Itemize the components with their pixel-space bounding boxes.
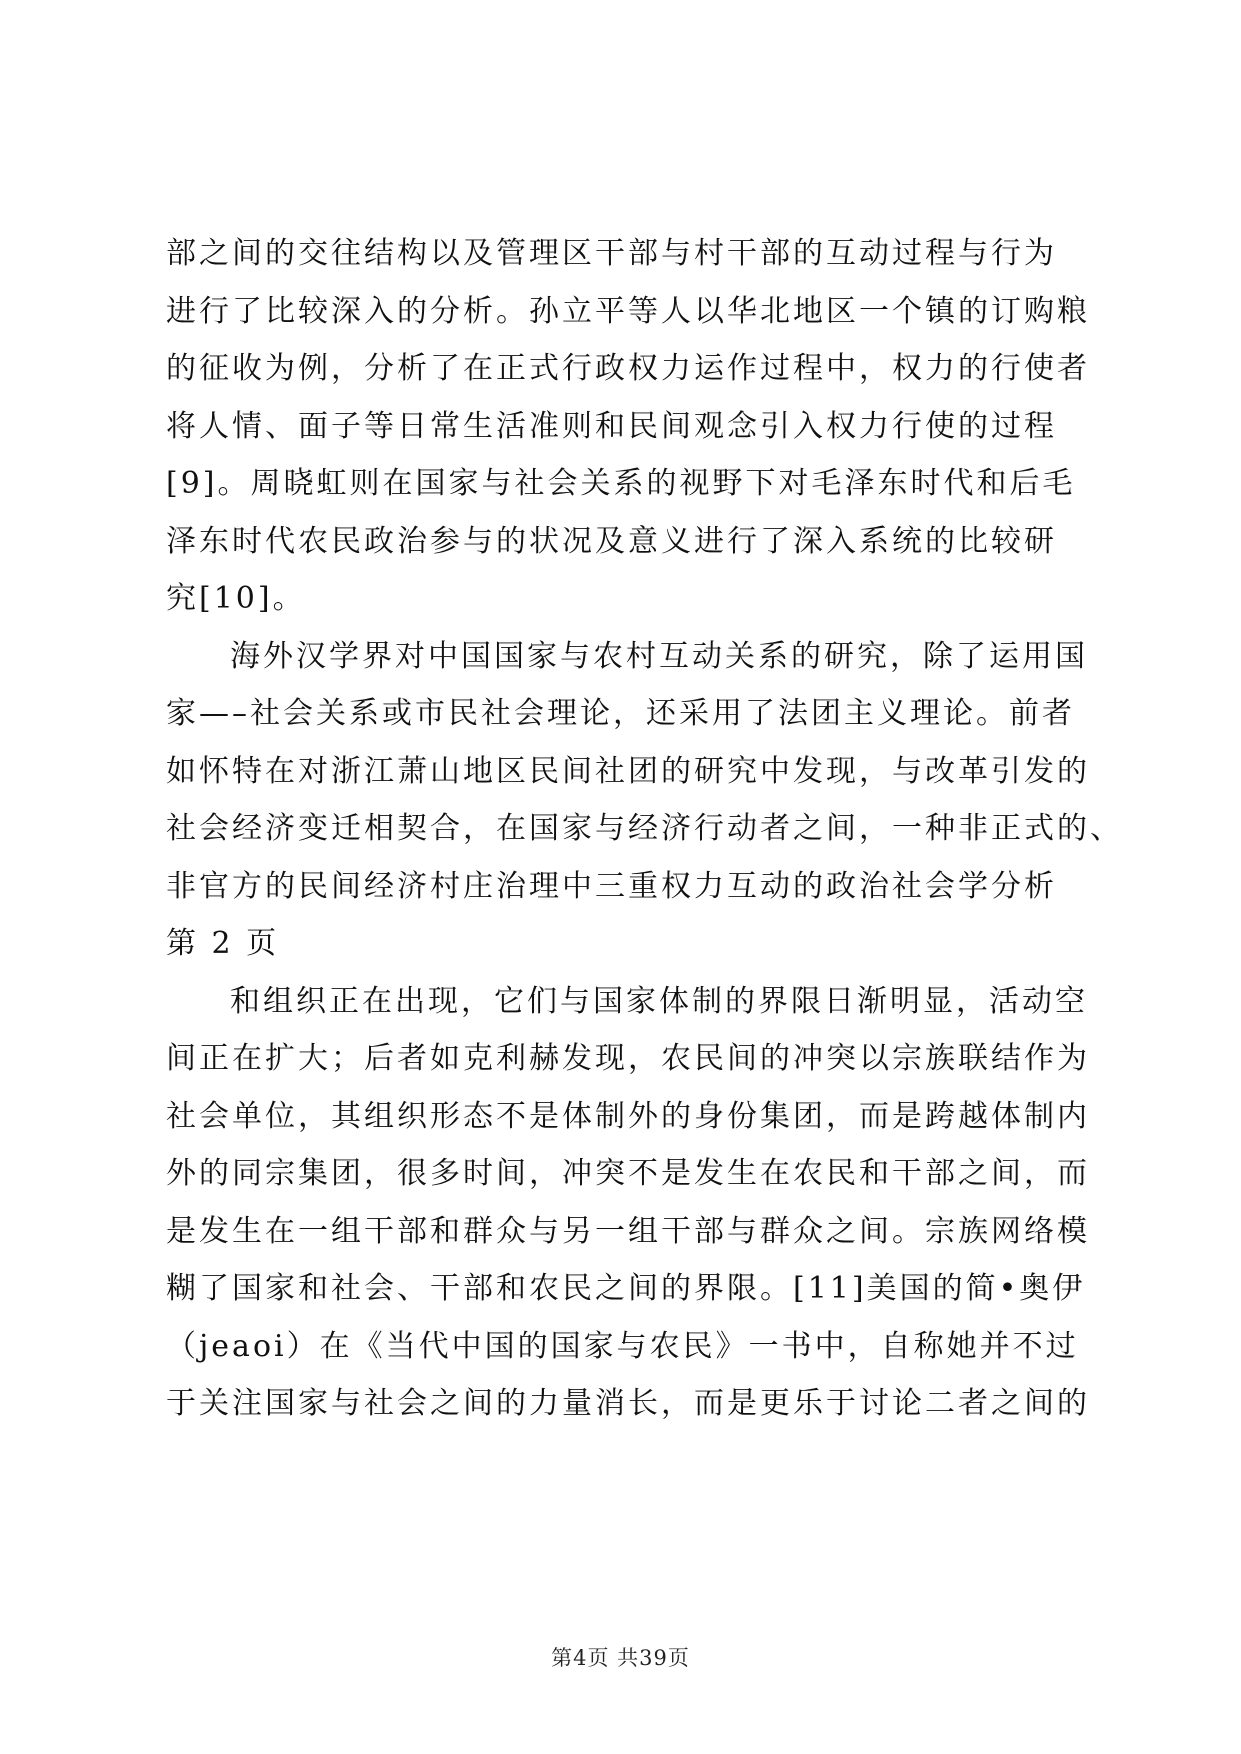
text-line: 究[10]。 — [166, 581, 306, 616]
paragraph-first-line: 和组织正在出现，它们与国家体制的界限日渐明显，活动空 — [230, 983, 1088, 1019]
text-line: 非官方的民间经济村庄治理中三重权力互动的政治社会学分析 — [166, 868, 1057, 904]
text-line: 家—–社会关系或市民社会理论，还采用了法团主义理论。前者 — [166, 696, 1075, 731]
paragraph-first-line: 海外汉学界对中国国家与农村互动关系的研究，除了运用国 — [230, 638, 1088, 674]
text-line: 于关注国家与社会之间的力量消长，而是更乐于讨论二者之间的 — [166, 1386, 1090, 1421]
text-line: 将人情、面子等日常生活准则和民间观念引入权力行使的过程 — [166, 408, 1057, 444]
text-line: [9]。周晓虹则在国家与社会关系的视野下对毛泽东时代和后毛 — [166, 466, 1076, 501]
text-line: （jeaoi）在《当代中国的国家与农民》一书中，自称她并不过 — [166, 1328, 1079, 1364]
text-line: 外的同宗集团，很多时间，冲突不是发生在农民和干部之间，而 — [166, 1156, 1090, 1191]
text-line: 间正在扩大；后者如克利赫发现，农民间的冲突以宗族联结作为 — [166, 1041, 1090, 1076]
text-line: 泽东时代农民政治参与的状况及意义进行了深入系统的比较研 — [166, 523, 1057, 559]
text-line: 社会单位，其组织形态不是体制外的身份集团，而是跨越体制内 — [166, 1098, 1090, 1134]
text-line: 是发生在一组干部和群众与另一组干部与群众之间。宗族网络模 — [166, 1213, 1090, 1249]
text-line: 的征收为例，分析了在正式行政权力运作过程中，权力的行使者 — [166, 351, 1090, 386]
text-line: 部之间的交往结构以及管理区干部与村干部的互动过程与行为 — [166, 236, 1057, 271]
text-line: 进行了比较深入的分析。孙立平等人以华北地区一个镇的订购粮 — [166, 293, 1090, 329]
text-line: 糊了国家和社会、干部和农民之间的界限。[11]美国的简•奥伊 — [166, 1271, 1086, 1306]
text-line: 如怀特在对浙江萧山地区民间社团的研究中发现，与改革引发的 — [166, 753, 1090, 789]
page-footer: 第4页 共39页 — [551, 1646, 690, 1670]
inline-page-marker: 第 2 页 — [166, 926, 280, 961]
body-text — [166, 225, 1123, 1433]
text-line: 社会经济变迁相契合，在国家与经济行动者之间，一种非正式的、 — [166, 811, 1123, 846]
